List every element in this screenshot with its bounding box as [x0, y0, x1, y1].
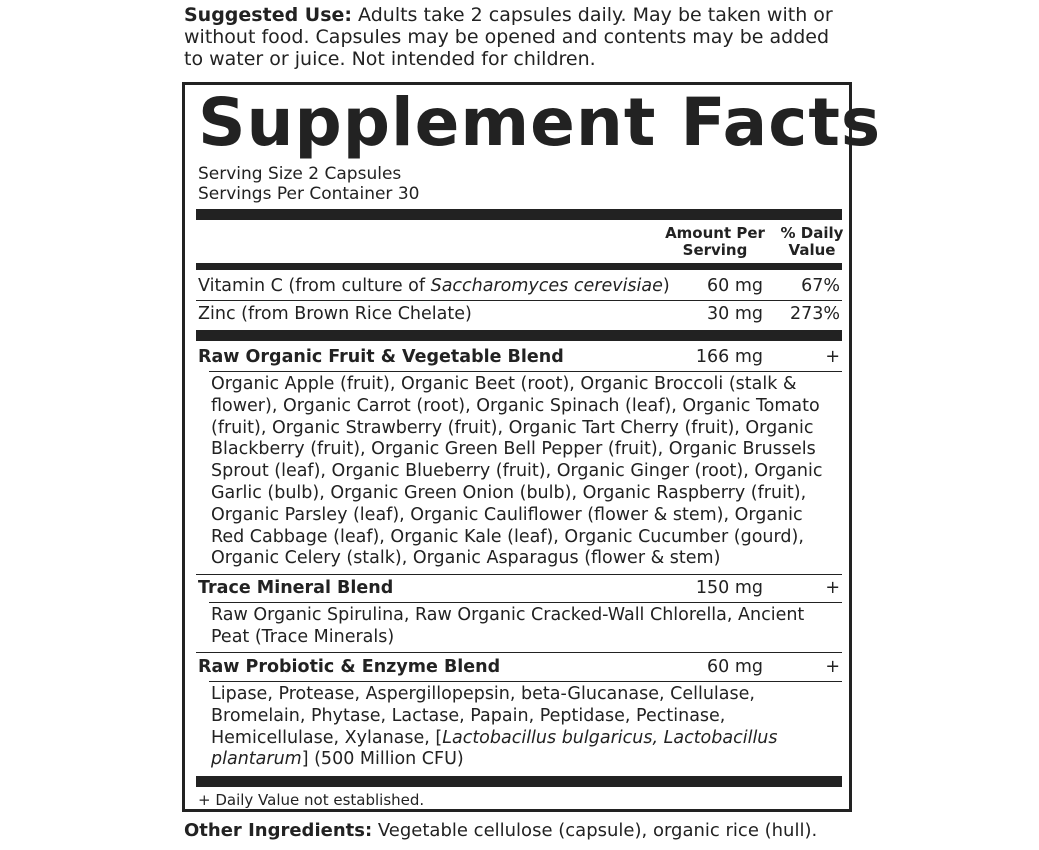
- medium-divider: [196, 263, 842, 270]
- serving-info: [198, 164, 419, 204]
- header-daily-value: % Daily Value: [780, 224, 844, 259]
- nutrient-amount-vitamin-c: 60 mg: [707, 276, 763, 296]
- blend-amount-probiotic-enzyme: 60 mg: [707, 657, 763, 677]
- suggested-use: [184, 4, 844, 70]
- blend-amount-trace-mineral: 150 mg: [695, 578, 763, 598]
- other-ingredients-text: Vegetable cellulose (capsule), organic rice (hull).: [372, 820, 818, 841]
- other-ingredients: [184, 820, 844, 842]
- thick-divider: [196, 776, 842, 787]
- other-ingredients-label: Other Ingredients:: [184, 820, 373, 841]
- blend-dv-probiotic-enzyme: +: [825, 657, 840, 677]
- thick-divider: [196, 209, 842, 220]
- row-divider: [209, 602, 842, 603]
- nutrient-dv-zinc: 273%: [789, 304, 840, 324]
- suggested-use-label: Suggested Use:: [184, 4, 353, 26]
- supplement-facts-panel: [182, 82, 882, 812]
- panel-title: Supplement Facts: [198, 84, 882, 161]
- blend-dv-trace-mineral: +: [825, 578, 840, 598]
- blend-amount-fruit-vegetable: 166 mg: [695, 347, 763, 367]
- footnote: + Daily Value not established.: [198, 791, 425, 809]
- blend-ingredients-probiotic-enzyme: Lipase, Protease, Aspergillopepsin, beta-Glucanase, Cellulase, Bromelain, Phytase, Lactase, Papain, Peptidase, Pectinase, Hemicellulase, Xylanase, [Lactobacillus bulgaricus, Lactobacillus plantarum] (500 Million CFU): [211, 684, 778, 770]
- row-divider: [209, 371, 842, 372]
- servings-per-container: Servings Per Container 30: [198, 184, 420, 204]
- serving-size: Serving Size 2 Capsules: [198, 164, 402, 184]
- row-divider: [196, 574, 842, 575]
- row-divider: [209, 681, 842, 682]
- row-divider: [196, 300, 842, 301]
- blend-name-fruit-vegetable: Raw Organic Fruit & Vegetable Blend: [198, 347, 564, 367]
- header-amount-per-serving: Amount Per Serving: [665, 224, 765, 259]
- blend-ingredients-trace-mineral: Raw Organic Spirulina, Raw Organic Cracked-Wall Chlorella, Ancient Peat (Trace Minerals): [211, 605, 805, 647]
- nutrient-dv-vitamin-c: 67%: [801, 276, 840, 296]
- nutrient-amount-zinc: 30 mg: [707, 304, 763, 324]
- blend-name-trace-mineral: Trace Mineral Blend: [198, 578, 394, 598]
- blend-dv-fruit-vegetable: +: [825, 347, 840, 367]
- row-divider: [196, 652, 842, 653]
- blend-name-probiotic-enzyme: Raw Probiotic & Enzyme Blend: [198, 657, 501, 677]
- blend-ingredients-fruit-vegetable: Organic Apple (fruit), Organic Beet (root), Organic Broccoli (stalk & flower), Organic Carrot (root), Organic Spinach (leaf), Organic Tomato (fruit), Organic Strawberry (fruit), Organic Tart Cherry (fruit), Organic Blackberry (fruit), Organic Green Bell Pepper (fruit), Organic Brussels Sprout (leaf), Organic Blueberry (fruit), Organic Ginger (root), Organic Garlic (bulb), Organic Green Onion (bulb), Organic Raspberry (fruit), Organic Parsley (leaf), Organic Cauliflower (flower & stem), Organic Red Cabbage (leaf), Organic Kale (leaf), Organic Cucumber (gourd), Organic Celery (stalk), Organic Asparagus (flower & stem): [211, 374, 823, 569]
- thick-divider: [196, 330, 842, 341]
- suggested-use-text: Adults take 2 capsules daily. May be taken with or without food. Capsules may be opened and contents may be added to water or juice. Not intended for children.: [184, 4, 833, 70]
- nutrient-name-vitamin-c: Vitamin C (from culture of Saccharomyces cerevisiae): [198, 276, 670, 296]
- nutrient-name-zinc: Zinc (from Brown Rice Chelate): [198, 304, 472, 324]
